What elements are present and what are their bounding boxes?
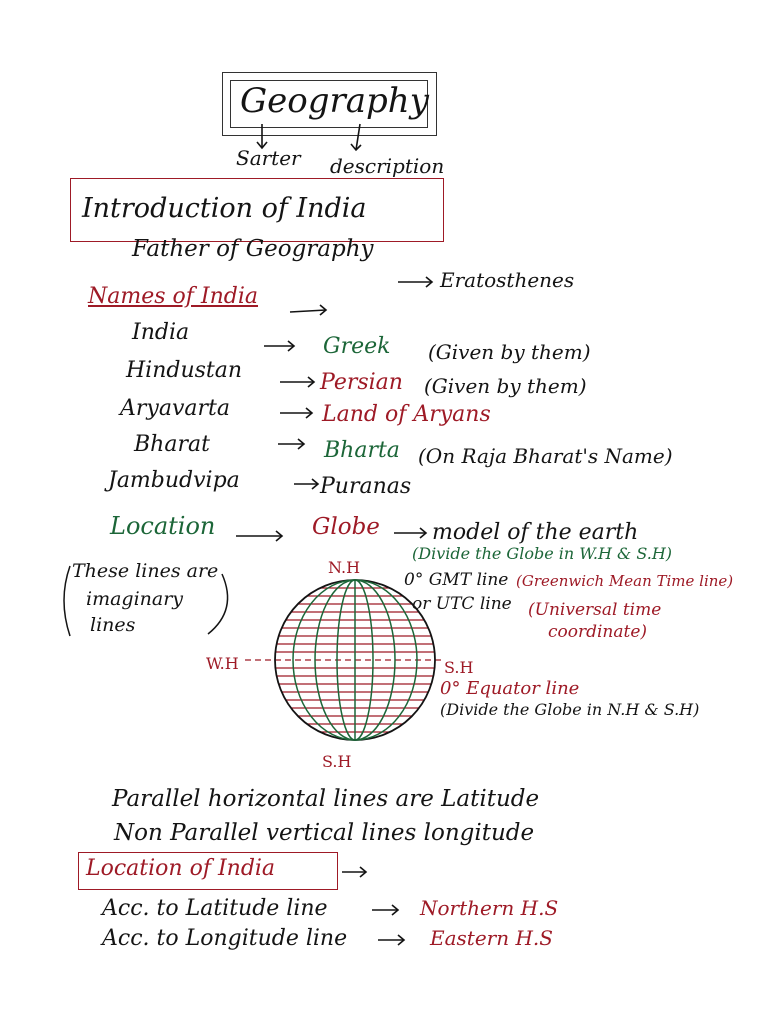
acc-longitude-label: Acc. to Longitude line	[102, 926, 348, 951]
origin-3: Land of Aryans	[322, 402, 491, 427]
globe-west-label: W.H	[206, 654, 239, 673]
location-india-heading: Location of India	[86, 856, 276, 881]
name-3: Aryavarta	[120, 396, 230, 421]
origin-4: Bharta	[324, 438, 400, 463]
name-5: Jambudvipa	[108, 468, 240, 493]
title-split-left: Sarter	[236, 146, 301, 170]
name-4: Bharat	[134, 432, 210, 457]
globe-term: Globe	[312, 514, 380, 540]
title-split-arrows	[257, 124, 361, 150]
father-label: Father of Geography	[132, 236, 374, 262]
equator-note: (Divide the Globe in N.H & S.H)	[440, 700, 700, 719]
utc-line-note-2: coordinate)	[548, 622, 648, 642]
equator-label: 0° Equator line	[440, 678, 580, 699]
name-1: India	[132, 320, 190, 345]
page-title: Geography	[240, 81, 429, 121]
location-label: Location	[110, 512, 216, 540]
globe-desc: model of the earth	[432, 520, 639, 545]
name-2: Hindustan	[126, 358, 243, 383]
note-2: (Given by them)	[424, 374, 587, 398]
father-value: Eratosthenes	[440, 268, 575, 292]
globe-diagram	[245, 580, 445, 740]
utc-line-label: or UTC line	[412, 594, 512, 614]
imaginary-note-3: lines	[90, 614, 136, 636]
acc-latitude-label: Acc. to Latitude line	[102, 896, 328, 921]
intro-heading: Introduction of India	[82, 193, 367, 224]
note-4: (On Raja Bharat's Name)	[418, 444, 673, 468]
gmt-line-label: 0° GMT line	[404, 570, 509, 590]
origin-5: Puranas	[320, 474, 412, 499]
list-arrows	[236, 277, 432, 945]
acc-latitude-value: Northern H.S	[420, 896, 559, 920]
imaginary-bracket-right	[208, 574, 228, 634]
globe-north-label: N.H	[328, 558, 361, 577]
imaginary-bracket	[64, 566, 70, 636]
origin-2: Persian	[320, 370, 403, 395]
longitude-line: Non Parallel vertical lines longitude	[114, 820, 535, 846]
globe-east-label: S.H	[444, 658, 474, 677]
origin-1: Greek	[323, 334, 391, 359]
imaginary-note-2: imaginary	[86, 588, 184, 610]
acc-longitude-value: Eastern H.S	[430, 926, 553, 950]
latitude-line: Parallel horizontal lines are Latitude	[112, 786, 540, 812]
globe-sub: (Divide the Globe in W.H & S.H)	[412, 544, 673, 563]
utc-line-note-1: (Universal time	[528, 600, 662, 620]
title-split-right: description	[330, 154, 445, 178]
imaginary-note-1: These lines are	[72, 560, 219, 582]
names-heading: Names of India	[88, 284, 259, 309]
gmt-line-note: (Greenwich Mean Time line)	[516, 572, 734, 590]
note-1: (Given by them)	[428, 340, 591, 364]
globe-south-label: S.H	[322, 752, 352, 771]
